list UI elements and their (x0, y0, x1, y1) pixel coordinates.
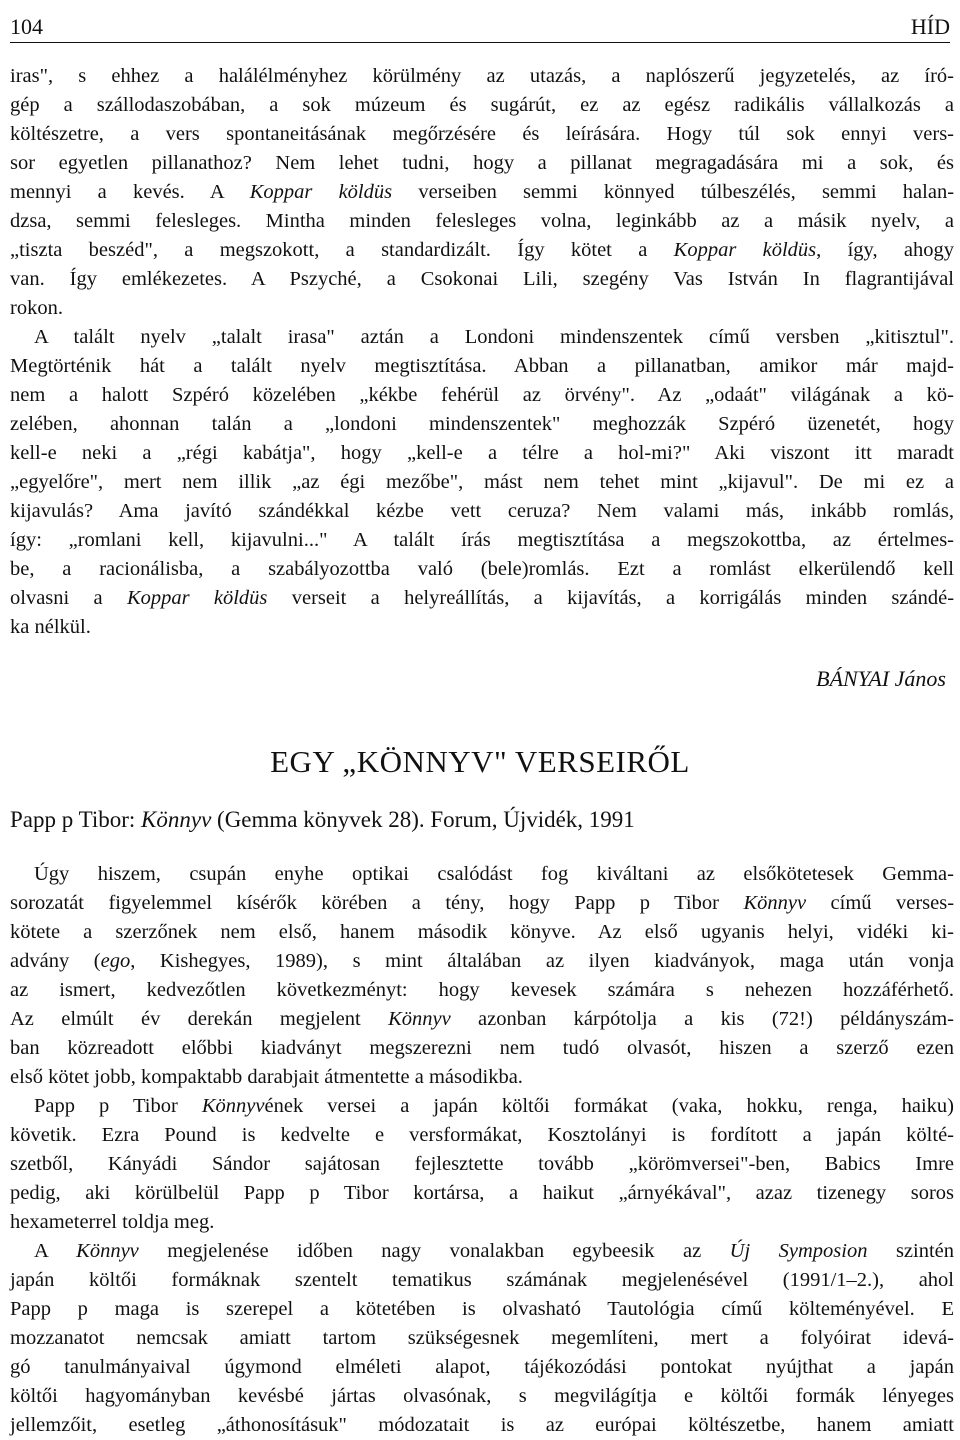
page-number: 104 (10, 14, 43, 39)
text-line: kötete a szerzőnek nem első, hanem második könyve. Az első ugyanis helyi, vidéki ki- (10, 921, 954, 943)
text-line: szetből, Kányádi Sándor sajátosan fejlesztette tovább „körömversei"-ben, Babics Imre (10, 1153, 954, 1175)
text-line: A talált nyelv „talalt irasa" aztán a Londoni mindenszentek című versben „kitisztul". (34, 326, 954, 348)
text-line: dzsa, semmi felesleges. Mintha minden felesleges volna, leginkább az a másik nyelv, a (10, 210, 954, 232)
text-line: költészetre, a vers spontaneitásának megőrzésére és leírására. Hogy túl sok ennyi vers- (10, 123, 954, 145)
text-line: olvasni a Koppar köldüs verseit a helyreállítás, a kijavítás, a korrigálás minden szándé- (10, 587, 955, 609)
book-title-konnyv: Könnyv (743, 892, 807, 914)
text-line: zelében, ahonnan talán a „londoni mindenszentek" meghozzák Szpéró üzenetét, hogy (10, 413, 954, 435)
text-line: pedig, aki körülbelül Papp p Tibor kortársa, a haikut „árnyékával", azaz tizenegy soros (10, 1182, 954, 1204)
review-title: EGY „KÖNNYV" VERSEIRŐL (270, 744, 690, 779)
text-line: költői hagyományban kevésbé jártas olvasónak, s megvilágítja e költői formák lényeges (10, 1385, 954, 1407)
text-line: van. Így emlékezetes. A Pszyché, a Csokonai Lili, szegény Vas István In flagrantijával (10, 268, 954, 290)
text-line: kell-e neki a „régi kabátja", hogy „kell-e a télre a hol-mi?" Aki viszont itt maradt (10, 442, 954, 464)
text-line: rokon. (10, 297, 63, 319)
text-line: advány (ego, Kishegyes, 1989), s mint általában az ilyen kiadványok, maga után vonja (10, 950, 954, 972)
text-line: sorozatát figyelemmel kísérők körében a tény, hogy Papp p Tibor Könnyv című verses- (10, 892, 955, 914)
text-line: gép a szállodaszobában, a sok múzeum és sugárút, ez az egész radikális vállalkozás a (10, 94, 954, 116)
review-könnyv-text (10, 860, 954, 1440)
text-line: kijavulás? Ama javító szándékkal kézbe vett ceruza? Nem valami más, inkább romlás, (10, 500, 954, 522)
book-title-koppar: Koppar köldüs (126, 587, 268, 609)
text-line: „egyelőre", mert nem illik „az égi mezőbe", mást nem tehet mint „kijavul". De mi ez a (10, 471, 954, 493)
text-line: „tiszta beszéd", a megszokott, a standardizált. Így kötet a Koppar köldüs, így, ahogy (10, 239, 954, 261)
text-line: gó tanulmányaival úgymond elméleti alapot, tájékozódási pontokat nyújthat a japán (10, 1356, 954, 1378)
book-title-konnyv: Könnyv (388, 1008, 451, 1030)
author-signature: BÁNYAI János (816, 666, 946, 691)
text-line: így: „romlani kell, kijavulni..." A talált írás megtisztítása a megszokottba, az értelmes- (10, 529, 954, 551)
text-line: Papp p Tibor Könnyvének versei a japán költői formákat (vaka, hokku, renga, haiku) (34, 1095, 954, 1117)
text-line: nem a halott Szpéró közelében „kékbe fehérül az örvény". Az „odaát" világának a kö- (10, 384, 954, 406)
text-line: Az elmúlt év derekán megjelent Könnyv azonban kárpótolja a kis (72!) példányszám- (10, 1008, 954, 1030)
text-line: iras", s ehhez a halálélményhez körülmény az utazás, a naplószerű jegyzetelés, az író- (10, 65, 954, 87)
text-line: Papp p maga is szerepel a kötetében is olvasható Tautológia című költeményével. E (10, 1298, 954, 1320)
text-line: követik. Ezra Pound is kedvelte e versformákat, Kosztolányi is fordított a japán költé- (10, 1124, 954, 1146)
book-title-konnyv: Könnyv (76, 1240, 139, 1262)
book-title-koppar: Koppar köldüs (249, 181, 393, 203)
review-bányai-text (10, 62, 954, 642)
bibliographic-line: Papp p Tibor: Könnyv (Gemma könyvek 28). Forum, Újvidék, 1991 (10, 807, 635, 832)
text-line: be, a racionálisba, a szabályozottba való (bele)romlás. Ezt a romlást elkerülendő kell (10, 558, 954, 580)
text-line: hexameterrel toldja meg. (10, 1211, 215, 1233)
text-line: sor egyetlen pillanathoz? Nem lehet tudni, hogy a pillanat megragadására mi a sok, és (10, 152, 954, 174)
text-line: japán költői formáknak szentelt tematikus számának megjelenésével (1991/1–2.), ahol (10, 1269, 954, 1291)
running-head (10, 8, 950, 43)
text-line: ban közreadott előbbi kiadványt megszerezni nem tudó olvasót, hiszen a szerző ezen (10, 1037, 954, 1059)
book-title-konnyv: Könnyv (201, 1095, 265, 1117)
book-title-koppar: Koppar köldüs (673, 239, 817, 261)
text-line: Úgy hiszem, csupán enyhe optikai csalódást fog kiváltani az elsőkötetesek Gemma- (34, 863, 954, 885)
text-line: első kötet jobb, kompaktabb darabjait átmentette a másodikba. (10, 1066, 523, 1088)
text-line: az ismert, kedvezőtlen következményt: hogy kevesek számára s nehezen hozzáférhető. (10, 979, 954, 1001)
text-line: jellemzőit, esetleg „áthonosításuk" módozatait is az európai költészetbe, hanem amiatt (10, 1414, 954, 1436)
text-line: mozzanatot nemcsak amiatt tartom szükségesnek megemlíteni, mert a folyóirat idevá- (10, 1327, 954, 1349)
journal-title: HÍD (910, 14, 950, 39)
text-line: ka nélkül. (10, 616, 91, 638)
text-line: Megtörténik hát a talált nyelv megtisztítása. Abban a pillanatban, amikor már majd- (10, 355, 954, 377)
text-line: mennyi a kevés. A Koppar köldüs verseiben semmi könnyed túlbeszélés, semmi halan- (10, 181, 955, 203)
text-line: A Könnyv megjelenése időben nagy vonalakban egybeesik az Új Symposion szintén (34, 1240, 955, 1262)
